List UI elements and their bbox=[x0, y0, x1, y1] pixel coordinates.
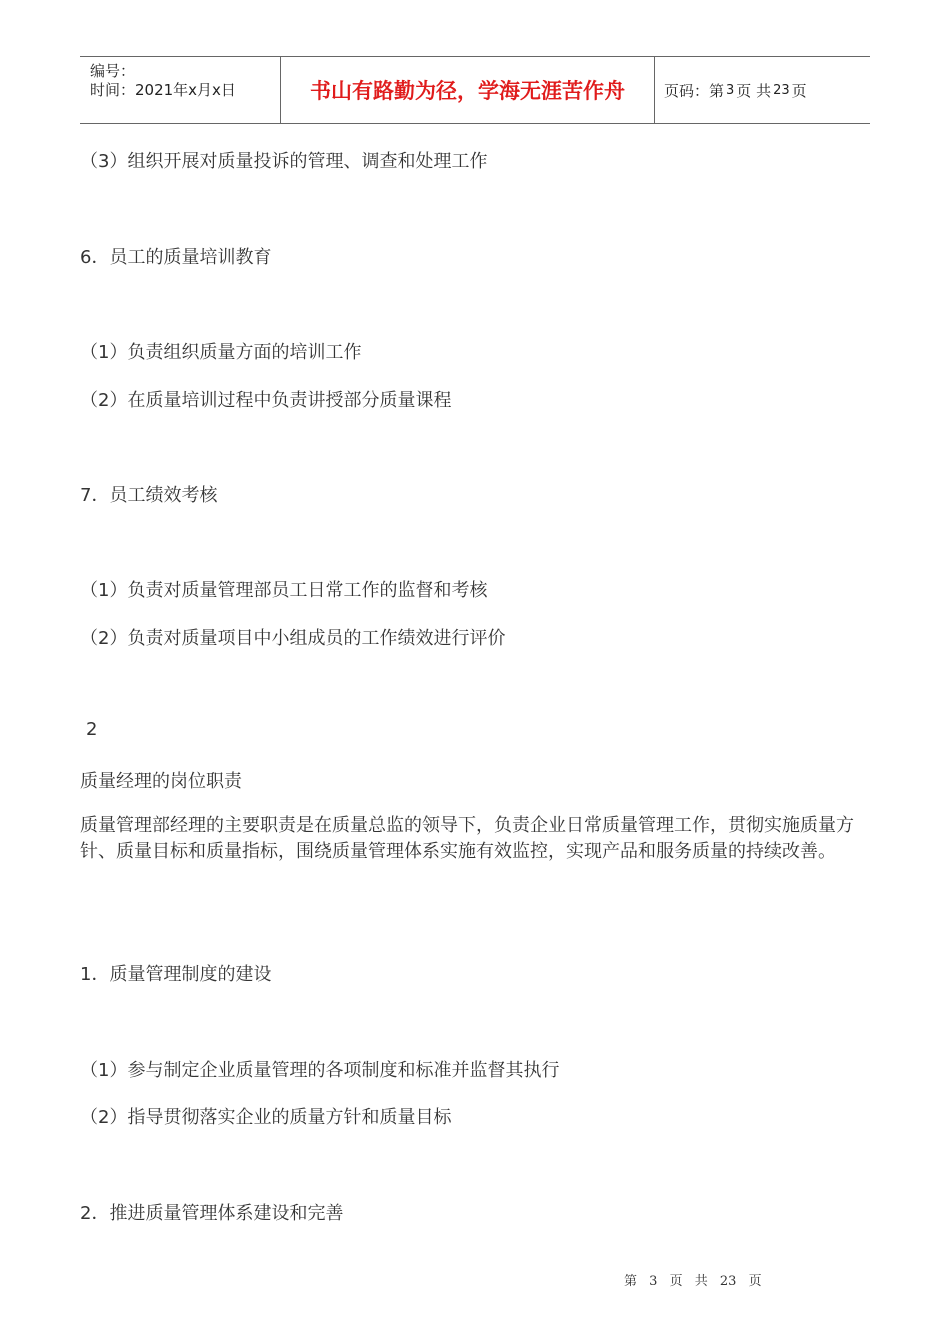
list-item: （1）负责对质量管理部员工日常工作的监督和考核 bbox=[80, 580, 488, 601]
footer-text: 页 bbox=[748, 1274, 762, 1289]
list-item: （2）负责对质量项目中小组成员的工作绩效进行评价 bbox=[80, 628, 506, 649]
list-item: （2）指导贯彻落实企业的质量方针和质量目标 bbox=[80, 1107, 452, 1128]
footer-current: 3 bbox=[649, 1274, 658, 1289]
footer-text: 共 bbox=[694, 1274, 708, 1289]
number-label: 编号： bbox=[90, 62, 136, 80]
list-item: （3）组织开展对质量投诉的管理、调查和处理工作 bbox=[80, 151, 488, 172]
page-footer bbox=[624, 1270, 770, 1289]
header-divider bbox=[654, 57, 655, 123]
list-item: （1）参与制定企业质量管理的各项制度和标准并监督其执行 bbox=[80, 1060, 560, 1081]
section-heading: 1．质量管理制度的建设 bbox=[80, 964, 272, 985]
page-middle: 页 共 bbox=[736, 81, 772, 100]
section-title: 质量经理的岗位职责 bbox=[80, 771, 242, 792]
section-heading: 7．员工绩效考核 bbox=[80, 485, 218, 506]
header-page-info bbox=[664, 57, 807, 123]
document-header bbox=[80, 56, 870, 124]
body-paragraph: 质量管理部经理的主要职责是在质量总监的领导下，负责企业日常质量管理工作，贯彻实施质量方针、质量目标和质量指标，围绕质量管理体系实施有效监控，实现产品和服务质量的持续改善。 bbox=[80, 815, 854, 862]
footer-text: 第 bbox=[624, 1274, 638, 1289]
page-current: 3 bbox=[726, 82, 735, 98]
header-info-cell bbox=[80, 57, 280, 123]
section-heading: 6．员工的质量培训教育 bbox=[80, 247, 272, 268]
page-total: 23 bbox=[773, 82, 790, 98]
list-item: （1）负责组织质量方面的培训工作 bbox=[80, 342, 362, 363]
list-item: （2）在质量培训过程中负责讲授部分质量课程 bbox=[80, 390, 452, 411]
page-suffix: 页 bbox=[791, 81, 807, 100]
footer-text: 页 bbox=[669, 1274, 683, 1289]
section-number: 2 bbox=[86, 719, 98, 740]
header-motto: 书山有路勤为径，学海无涯苦作舟 bbox=[310, 78, 625, 103]
section-heading: 2．推进质量管理体系建设和完善 bbox=[80, 1203, 344, 1224]
footer-total: 23 bbox=[719, 1274, 737, 1289]
date-label: 时间：2021年x月x日 bbox=[90, 81, 236, 99]
page-prefix: 页码：第 bbox=[664, 81, 725, 100]
